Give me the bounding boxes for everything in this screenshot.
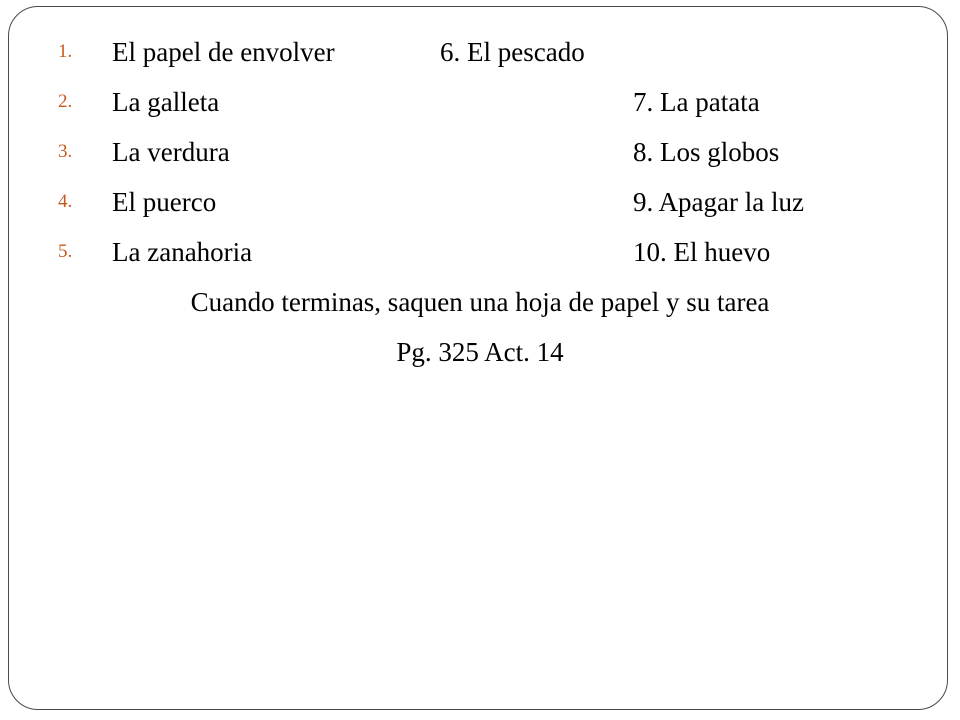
list-number: 2. <box>58 91 73 112</box>
list-number: 3. <box>58 141 73 162</box>
list-item-right: 9. Apagar la luz <box>633 187 804 217</box>
list-row <box>0 82 960 122</box>
list-row <box>0 32 960 72</box>
list-item-right: 7. La patata <box>633 87 760 117</box>
list-row <box>0 132 960 172</box>
list-item-right: 6. El pescado <box>440 37 585 67</box>
list-row <box>0 232 960 272</box>
assignment-text: Pg. 325 Act. 14 <box>396 337 564 367</box>
instruction-text: Cuando terminas, saquen una hoja de papel y su tarea <box>190 287 770 317</box>
list-row <box>0 182 960 222</box>
list-item-left: El papel de envolver <box>112 37 335 67</box>
list-item-left: La zanahoria <box>112 237 253 267</box>
list-number: 1. <box>58 41 73 62</box>
list-item-left: La verdura <box>112 137 230 167</box>
list-number: 4. <box>58 191 73 212</box>
list-item-right: 8. Los globos <box>633 137 780 167</box>
list-item-right: 10. El huevo <box>633 237 771 267</box>
list-item-left: La galleta <box>112 87 220 117</box>
list-item-left: El puerco <box>112 187 217 217</box>
list-number: 5. <box>58 241 73 262</box>
